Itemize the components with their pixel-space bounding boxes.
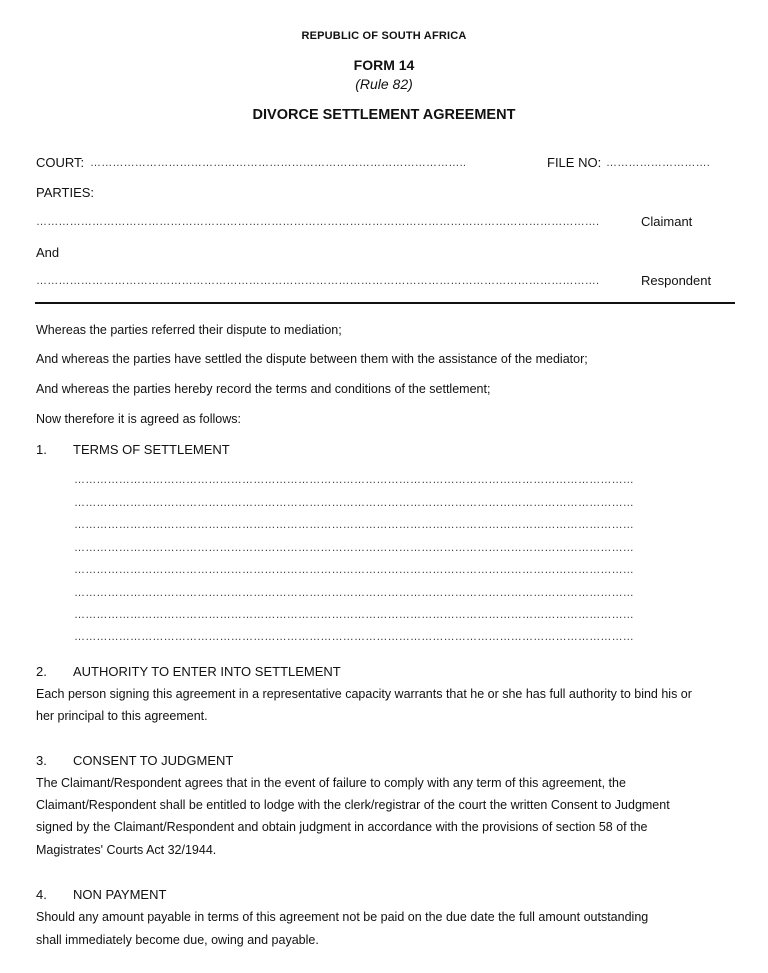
section-3-text: Claimant/Respondent shall be entitled to lodge with the clerk/registrar of the court the written Consent to Judgment: [36, 798, 670, 812]
terms-blank-line[interactable]: ……………………………………………………………………………………………………………………………………: [74, 497, 634, 509]
parties-label: PARTIES:: [36, 185, 95, 200]
rule-reference: (Rule 82): [355, 76, 413, 92]
form-number: FORM 14: [353, 57, 415, 73]
recital: And whereas the parties hereby record the terms and conditions of the settlement;: [36, 382, 491, 396]
terms-blank-line[interactable]: ……………………………………………………………………………………………………………………………………: [74, 542, 634, 554]
section-1-heading: TERMS OF SETTLEMENT: [73, 442, 230, 457]
section-3-number: 3.: [36, 753, 47, 768]
divider: [35, 302, 735, 304]
terms-blank-line[interactable]: ……………………………………………………………………………………………………………………………………: [74, 609, 634, 621]
respondent-label: Respondent: [641, 273, 712, 288]
court-field[interactable]: ………………………………………………………………………………………..: [90, 157, 467, 169]
recital: And whereas the parties have settled the dispute between them with the assistance of the mediator;: [36, 352, 588, 366]
file-no-field[interactable]: ……………………….: [606, 157, 711, 169]
recital: Whereas the parties referred their dispute to mediation;: [36, 323, 342, 337]
section-4-text: shall immediately become due, owing and payable.: [36, 933, 319, 947]
section-2-number: 2.: [36, 664, 47, 679]
terms-blank-line[interactable]: ……………………………………………………………………………………………………………………………………: [74, 564, 634, 576]
section-2-heading: AUTHORITY TO ENTER INTO SETTLEMENT: [73, 664, 341, 679]
respondent-field[interactable]: …………………………………………………………………………………………………………………………………….: [36, 275, 600, 287]
terms-blank-line[interactable]: ……………………………………………………………………………………………………………………………………: [74, 631, 634, 643]
section-3-text: signed by the Claimant/Respondent and obtain judgment in accordance with the provisions of section 58 of the: [36, 820, 648, 834]
section-3-heading: CONSENT TO JUDGMENT: [73, 753, 234, 768]
file-no-label: FILE NO:: [547, 155, 602, 170]
country-heading: REPUBLIC OF SOUTH AFRICA: [301, 30, 467, 42]
terms-blank-line[interactable]: ……………………………………………………………………………………………………………………………………: [74, 474, 634, 486]
and-label: And: [36, 245, 60, 260]
page-title: DIVORCE SETTLEMENT AGREEMENT: [252, 107, 516, 123]
section-4-number: 4.: [36, 887, 47, 902]
section-3-text: Magistrates' Courts Act 32/1944.: [36, 843, 217, 857]
section-1-number: 1.: [36, 442, 47, 457]
section-2-text: Each person signing this agreement in a representative capacity warrants that he or she has full authority to bind his or: [36, 687, 692, 701]
court-label: COURT:: [36, 155, 85, 170]
section-4-text: Should any amount payable in terms of this agreement not be paid on the due date the full amount outstanding: [36, 910, 649, 924]
claimant-field[interactable]: …………………………………………………………………………………………………………………………………….: [36, 216, 600, 228]
terms-blank-line[interactable]: ……………………………………………………………………………………………………………………………………: [74, 587, 634, 599]
section-2-text: her principal to this agreement.: [36, 709, 208, 723]
claimant-label: Claimant: [641, 214, 693, 229]
terms-blank-line[interactable]: ……………………………………………………………………………………………………………………………………: [74, 519, 634, 531]
section-4-heading: NON PAYMENT: [73, 887, 167, 902]
section-3-text: The Claimant/Respondent agrees that in the event of failure to comply with any term of this agreement, the: [36, 776, 626, 790]
recital: Now therefore it is agreed as follows:: [36, 412, 241, 426]
